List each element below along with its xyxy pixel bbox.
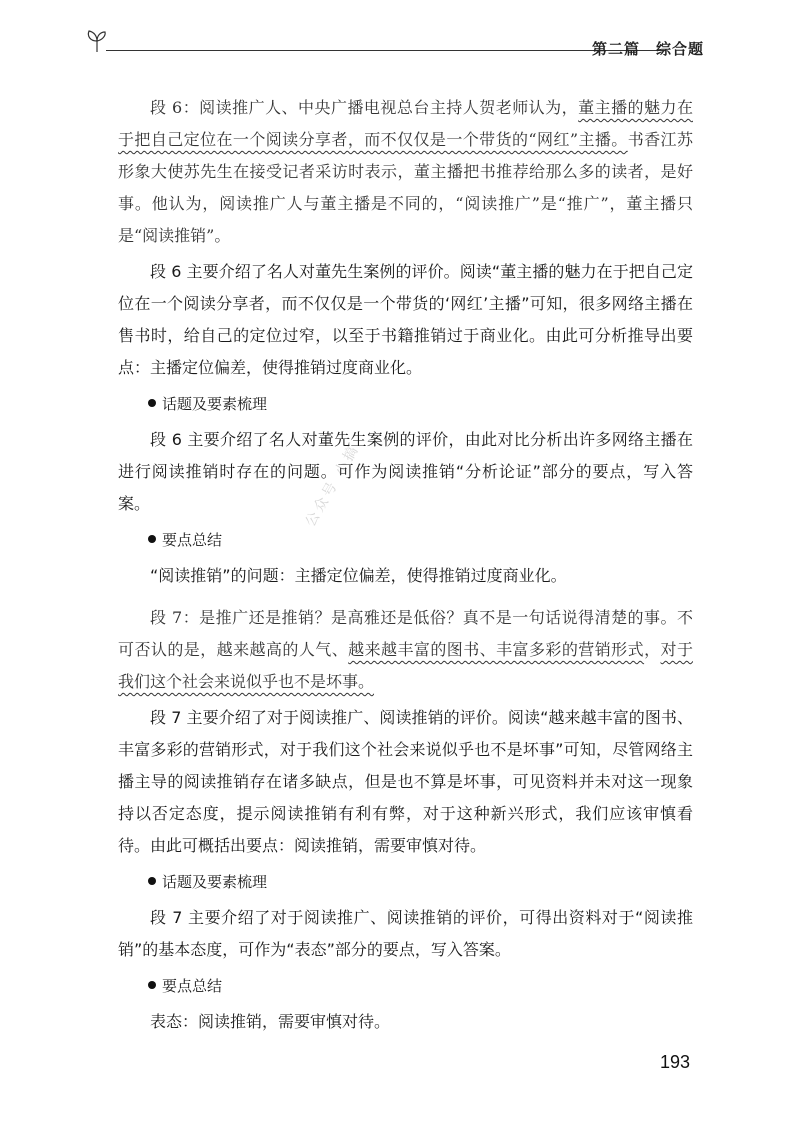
summary-heading-6-label: 要点总结 bbox=[162, 531, 223, 549]
bullet-dot-icon bbox=[148, 877, 156, 885]
bullet-dot-icon bbox=[148, 981, 156, 989]
s6-source-pre: 段 6：阅读推广人、中央广播电视总台主持人贺老师认为， bbox=[150, 98, 579, 117]
bullet-dot-icon bbox=[148, 535, 156, 543]
summary-heading-7-label: 要点总结 bbox=[162, 977, 223, 995]
page-number: 193 bbox=[659, 1052, 690, 1072]
topic-heading-7-label: 话题及要素梳理 bbox=[162, 873, 268, 891]
header-section: 综合题 bbox=[655, 40, 704, 58]
page-header bbox=[84, 28, 704, 68]
summary-paragraph-6: “阅读推销”的问题：主播定位偏差，使得推销过度商业化。 bbox=[150, 566, 567, 585]
watermark: 公众号 小搞 bbox=[302, 441, 363, 530]
header-rule bbox=[106, 50, 666, 51]
topic-paragraph-6: 段 6 主要介绍了名人对董先生案例的评价，由此对比分析出许多网络主播在进行阅读推销时存在的问题。可作为阅读推销“分析论证”部分的要点，写入答案。 bbox=[118, 430, 693, 513]
s7-source-underlined-2: 对于我们这个社会来说似乎也不是坏事。 bbox=[118, 640, 693, 691]
topic-paragraph-7: 段 7 主要介绍了对于阅读推广、阅读推销的评价，可得出资料对于“阅读推销”的基本态度，可作为“表态”部分的要点，写入答案。 bbox=[118, 908, 693, 959]
topic-heading-7 bbox=[118, 866, 693, 898]
s6-source-underlined: 董主播的魅力在于把自己定位在一个阅读分享者，而不仅仅是一个带货的“网红”主播。 bbox=[118, 98, 693, 149]
s7-source-underlined-1: 越来越丰富的图书、丰富多彩的营销形式 bbox=[348, 640, 645, 659]
s6-source-post: 书香江苏形象大使苏先生在接受记者采访时表示，董主播把书推荐给那么多的读者，是好事。他认为，阅读推广人与董主播是不同的，“阅读推广”是“推广”，董主播只是“阅读推销”。 bbox=[118, 130, 693, 245]
header-part: 第二篇 bbox=[591, 40, 640, 58]
s7-source-pre: 段 7：是推广还是推销？是高雅还是低俗？真不是一句话说得清楚的事。不可否认的是，越来越高的人气、 bbox=[118, 608, 693, 659]
page-body bbox=[118, 92, 693, 1042]
source-paragraph-6 bbox=[118, 92, 693, 252]
summary-heading-6 bbox=[118, 524, 693, 556]
summary-paragraph-7: 表态：阅读推销，需要审慎对待。 bbox=[150, 1012, 391, 1031]
header-title bbox=[592, 38, 704, 59]
topic-heading-6 bbox=[118, 388, 693, 420]
source-paragraph-7 bbox=[118, 602, 693, 698]
topic-heading-6-label: 话题及要素梳理 bbox=[162, 395, 268, 413]
summary-heading-7 bbox=[118, 970, 693, 1002]
analysis-paragraph-6: 段 6 主要介绍了名人对董先生案例的评价。阅读“董主播的魅力在于把自己定位在一个阅读分享者，而不仅仅是一个带货的‘网红’主播”可知，很多网络主播在售书时，给自己的定位过窄，以至于书籍推销过于商业化。由此可分析推导出要点：主播定位偏差，使得推销过度商业化。 bbox=[118, 262, 693, 377]
s7-source-mid: ， bbox=[644, 640, 661, 659]
bullet-dot-icon bbox=[148, 399, 156, 407]
analysis-paragraph-7: 段 7 主要介绍了对于阅读推广、阅读推销的评价。阅读“越来越丰富的图书、丰富多彩的营销形式，对于我们这个社会来说似乎也不是坏事”可知，尽管网络主播主导的阅读推销存在诸多缺点，但是也不算是坏事，可见资料并未对这一现象持以否定态度，提示阅读推销有利有弊，对于这种新兴形式，我们应该审慎看待。由此可概括出要点：阅读推销，需要审慎对待。 bbox=[118, 708, 693, 855]
